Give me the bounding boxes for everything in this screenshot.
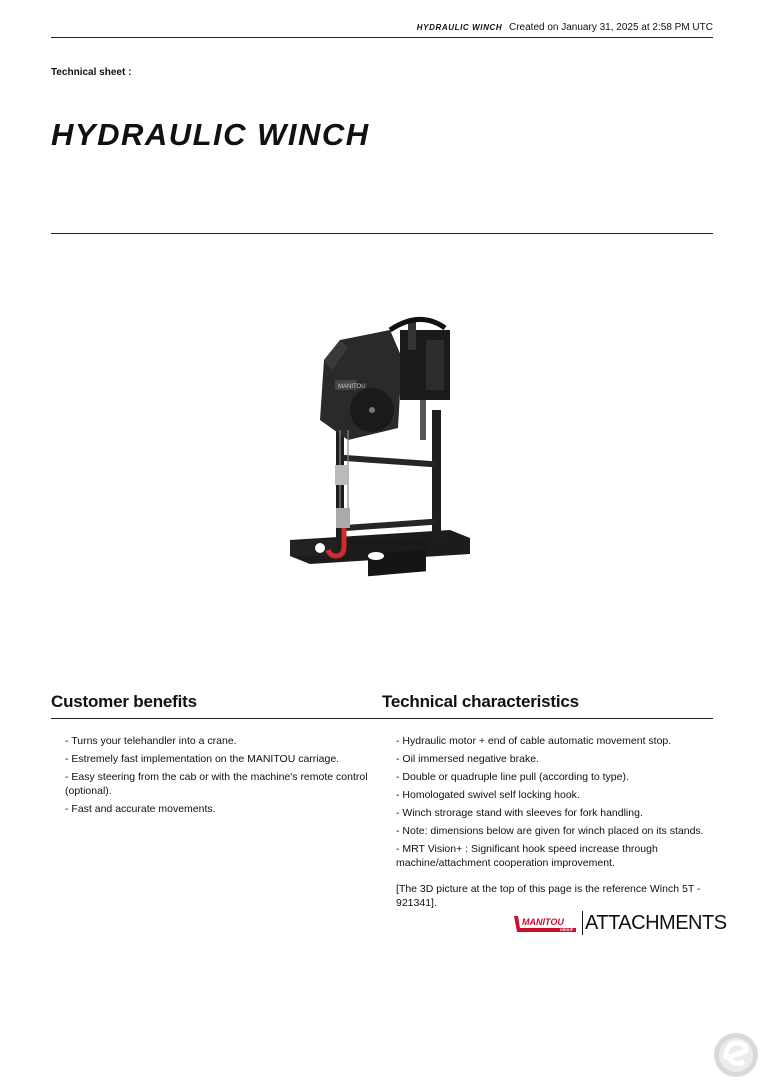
logo-group-text: GROUP [560,928,574,933]
manitou-logo-mark [512,914,578,934]
benefits-list [65,735,377,821]
created-timestamp: Created on January 31, 2025 at 2:58 PM UTC [508,22,713,33]
technical-characteristics-heading: Technical characteristics [382,692,579,711]
list-item: - MRT Vision+ : Significant hook speed increase through machine/attachment cooperation improvement. [396,843,658,869]
list-item: - Oil immersed negative brake. [396,753,539,765]
list-item: - Easy steering from the cab or with the machine's remote control (optional). [65,771,368,797]
list-item: - Estremely fast implementation on the MANITOU carriage. [65,753,340,765]
list-item: - Winch strorage stand with sleeves for fork handling. [396,807,643,819]
header-brand: HYDRAULIC WINCH [416,23,503,32]
page-header [51,20,713,38]
reference-note: [The 3D picture at the top of this page is the reference Winch 5T - 921341]. [396,883,701,909]
section-divider [51,718,713,719]
list-item: - Turns your telehandler into a crane. [65,735,237,747]
list-item: - Fast and accurate movements. [65,802,216,815]
list-item: - Hydraulic motor + end of cable automatic movement stop. [396,735,672,747]
list-item: - Note: dimensions below are given for winch placed on its stands. [396,825,704,837]
list-item: - Double or quadruple line pull (according to type). [396,771,629,783]
logo-brand-text: MANITOU [522,917,564,927]
logo-attachments-text: ATTACHMENTS [582,911,727,935]
manitou-attachments-logo [512,910,727,938]
svg-text:MANITOU: MANITOU [338,384,366,390]
sheet-label: Technical sheet : [51,67,132,78]
page-title: HYDRAULIC WINCH [51,117,370,152]
watermark-logo-icon [712,1031,760,1079]
list-item: - Homologated swivel self locking hook. [396,789,580,801]
characteristics-list [396,735,716,875]
customer-benefits-heading: Customer benefits [51,692,197,711]
winch-product-image [280,300,480,600]
title-divider [51,233,713,234]
